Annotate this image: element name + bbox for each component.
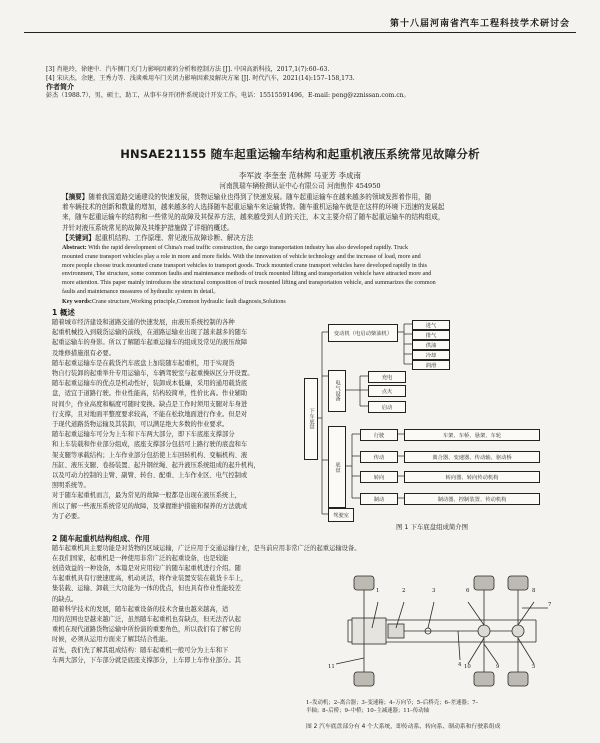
section-1-line: 以及可动力控制的主臂、副臂、转台、配重、上车作业区、电气控制或 [52,472,248,480]
abstract-en [62,244,548,307]
fig2-label-4: 4 [458,662,462,668]
article-authors: 李军波 李奎奎 范林辉 马亚芳 李成南 [238,171,362,180]
figure-2-caption: 图 2 汽车底盘部分有 4 个大系统，即传动系、转向系、制动系和行驶系组成 [306,724,501,730]
abstract-cn-line: 随着我国道路交通建设的快速发展，货物运输业也得到了快速发展。随车起重运输车在越来越多的领域发挥着作用，随 [88,193,432,201]
fig1-running-detail: 车架、车桥、悬架、车轮 [404,429,540,441]
section-1-line: 时间少，作业高度和幅度可随时变换。缺点是工作时须用支腿对车身进 [52,400,248,408]
keywords-en-text: Crane structure,Working principle,Common hydraulic fault diagnosis,Solutions [91,298,286,305]
section-2-line: 车两大部分，下车部分就是底座支撑部分，上车即上车作业部分。其 [52,656,241,664]
fig2-label-6: 6 [466,588,470,594]
figure-1-diagram [300,318,580,528]
section-1-line: 压缸、液压支腿、卷扬装置、起升钢丝绳、起升液压系统组成的起升机构， [52,461,260,469]
reference-3: [3] 肖艳玲，徐建中．汽车侧门关门力影响因素的分析和控制方法 [J]. 中国高新科技，2017,1(7):60–63. [46,66,330,73]
fig1-charging-node: 充电 [368,371,406,383]
fig1-lubrication-node: 润滑 [412,360,450,370]
abstract-cn-line: 来，随车起重运输车的结构和一些常见的故障及其保养方法，越来越受到人们的关注，本文主要介绍了随车起重运输车的结构组成， [62,213,445,222]
section-1-line: 随车起重运输车的优点是机动性好，装卸成本低廉，采用的通用载货底 [52,380,248,388]
section-2-line: 集装载、运输、卸载三大功能为一体的优点，但也具有作业性能较差 [52,585,241,593]
keywords-cn-label: 【关键词】 [62,233,95,242]
fig1-transmission-detail: 离合器、变速器、传动轴、驱动桥 [404,451,540,463]
section-1-line: 及维修措施很有必要。 [52,349,115,357]
section-2-line: 创造效益的一种设备，本篇是对应用较广的随车起重机进行介绍。随 [52,565,241,572]
fig2-label-7: 7 [548,602,552,608]
section-2-heading: 2 随车起重机结构组成、作用 [52,534,150,543]
abstract-cn [62,192,544,243]
article-title: HNSAE21155 随车起重运输车结构和起重机液压系统常见故障分析 [120,147,480,161]
section-2-line: 车起重机具有行驶速度高，机动灵活，将作业装置安装在载货卡车上， [52,575,248,583]
figure-1-caption: 图 1 下车底盘组成简介图 [396,523,469,531]
fig1-cooling-node: 冷却 [412,350,450,360]
author-bio-heading: 作者简介 [46,83,74,91]
fig2-label-8: 8 [532,588,536,594]
section-2-body [52,564,298,666]
section-2-line: 的缺点。 [52,595,78,603]
section-1-line: 起重机械投入到载货运输的前线，在道路运输业出现了越来越多的随车 [52,329,248,337]
section-1-line: 行支撑，且对地面平整度要求较高，不能在松软地面进行作业。但是对 [52,410,248,418]
keywords-en-label: Key words: [62,298,92,305]
previous-references [46,66,566,100]
section-1-line: 和上车装载和作业部分组成，底座支撑部分包括可上路行驶的底盘和车 [52,441,248,449]
conference-header: 第十八届河南省汽车工程科技学术研讨会 [389,19,570,29]
header-rule [24,32,576,33]
section-2-line: 随车起重机具主要功能是对货物的区域运输，广泛应用于交通运输行业，是当前应用非常广泛的起重运输设备。 [52,545,361,552]
fig1-braking-detail: 制动器、控制装置、传动机构 [404,493,540,505]
fig1-running-node: 行驶 [360,429,398,441]
chassis-drawing-svg [308,568,568,696]
fig2-label-3: 3 [432,588,436,594]
author-bio-text: 彭杰（1988.7），男，硕士，助工，从事车身开闭件系统设计开发工作。电话：15515591496，E-mail: peng@zznissan.com.cn。 [46,91,410,99]
fig1-chassis-node: 底盘 [328,426,346,508]
fig1-engine-node: 变动机（电启动柴油机） [328,324,398,342]
section-1-line: 起重运输车的身影。所以了解随车起重运输车的组成及常见的液压故障 [52,339,248,347]
section-2-line: 在我们国家，起重机是一种使用非常广泛的起重设备，也是较能 [52,555,229,563]
section-1-heading: 1 概述 [52,308,75,317]
section-2-line: 首先，我们先了解其组成结构：随车起重机一般可分为上车和下 [52,646,229,654]
section-2-line: 时候，必须从运用方面来了解其结合性能。 [52,636,172,644]
section-1-line: 照明系统等。 [52,482,90,490]
fig2-label-10: 10 [464,664,471,670]
fig1-braking-node: 制动 [360,493,398,505]
reference-4: [4] 宋庆杰，余建，王秀力等．浅谈乘用车门关闭力影响因素及解决方案 [J]. 时代汽车，2021(14):157–158,173. [46,74,355,82]
fig1-starting-node: 启动 [368,401,406,413]
fig1-intake-node: 进气 [412,320,450,330]
section-2-line: 重机在现代道路货物运输中所扮演的重要角色，所以我们有了解它的 [52,626,241,634]
figure-2-legend-line: 半轴；8–后桥；9–中桥；10–主减速器；11–传动轴 [306,707,430,714]
abstract-en-line: environment, The structure, some common faults and maintenance methods of truck mounted lifting and transportation vehicle have attracted more and [62,271,432,278]
abstract-en-line: more people choose truck mounted crane transport vehicles to transport goods. Truck mounted crane transport vehicles have developed rapidly in this [62,262,428,269]
fig1-cab-node: 驾驶室 [328,508,354,522]
section-1-line: 所以了解一些液压系统常见的故障，及掌握维护措施和保养的方法就成 [52,502,248,510]
abstract-cn-label: 【摘要】 [62,193,89,201]
section-2-intro [52,544,552,564]
fig2-label-2: 2 [402,588,406,594]
section-1-line: 随着城市经济建设和道路交通的快速发展，由液压系统控制的各种 [52,319,235,326]
abstract-en-label: Abstract: [62,245,87,251]
fig1-ignition-node: 点火 [368,385,406,397]
fig1-exhaust-node: 排气 [412,330,450,340]
fig1-steering-detail: 转向器、转向传动机构 [404,471,540,483]
abstract-en-line: mounted crane transport vehicles play a role in more and more fields. With the innovation of vehicle technology and the increase of load, more and [62,253,421,260]
section-1-line: 对于随车起重机而言，最为常见的故障一般都是出现在液压系统上， [52,492,241,500]
figure-2-legend-line: 1–发动机；2–离合器；3–变速箱；4–万向节；5–后桥壳；6–差速器；7– [306,700,479,706]
section-1-line: 于现代道路货物运输及其装卸，可以满足绝大多数的作业要求。 [52,421,229,429]
fig1-root-node: 下车底盘 [304,378,318,460]
section-1-line: 架支腿等承载结构；上车作业部分包括使上车回转机构、变幅机构、液 [52,451,248,459]
abstract-cn-line: 并针对液压系统常见的故障及其维护措施做了详细的概述。 [62,223,234,232]
section-1-line: 物自行装卸的起重举升专用运输车，车辆驾驶室与起重操纵区分开设置。 [52,370,254,378]
fig2-label-1: 1 [376,588,380,594]
fig2-label-5: 5 [532,664,536,670]
section-2-line: 随着科学技术的发展，随车起重设备的技术含量也越来越高，适 [52,605,229,613]
section-1-line: 随车起重运输车可分为上车和下车两大部分，即下车底座支撑部分 [52,431,235,439]
section-1-line: 随车起重运输车是在载货汽车底盘上加装随车起重机，用于实现货 [52,359,235,367]
article-affiliation: 河南凯瑞车辆检测认证中心有限公司 河南焦作 454950 [219,182,381,190]
fig1-steering-node: 转向 [360,471,398,483]
abstract-en-line: faults and maintenance measures of hydraulic system in detail。 [62,288,220,295]
fig1-fuel-node: 供油 [412,340,450,350]
figure-2-drawing [308,568,568,696]
section-1-line: 为了必要。 [52,512,84,520]
section-1-body [52,318,296,522]
section-2-line: 用的范围也是越来越广泛，虽然随车起重机也有缺点，但无法否认起 [52,616,241,624]
figure-2-legend [306,700,576,715]
abstract-en-line: With the rapid development of China's road traffic construction, the cargo transportation industry has also developed rapidly. Truck [88,245,409,251]
fig1-transmission-node: 传动 [360,451,398,463]
abstract-en-line: more attention. This paper mainly introduces the structural composition of truck mounted lifting and transportation vehicle, and summarizes the common [62,280,436,287]
section-1-line: 盘，适宜于道路行驶。作业性能高，结构较简单，性价比高。作业辅助 [52,390,248,398]
keywords-cn-text: 起重机结构、工作原理、常见液压故障诊断、解决方法 [94,233,254,242]
fig1-electrical-node: 电气设备 [328,370,346,412]
abstract-cn-line: 着车辆技术的创新和数量的增加，越来越多的人选择随车起重运输车来运输货物。随车重机运输车就是在这样的环境下迅速的发展起 [62,203,445,212]
fig2-label-9: 9 [496,664,500,670]
fig2-label-11: 11 [328,664,335,670]
